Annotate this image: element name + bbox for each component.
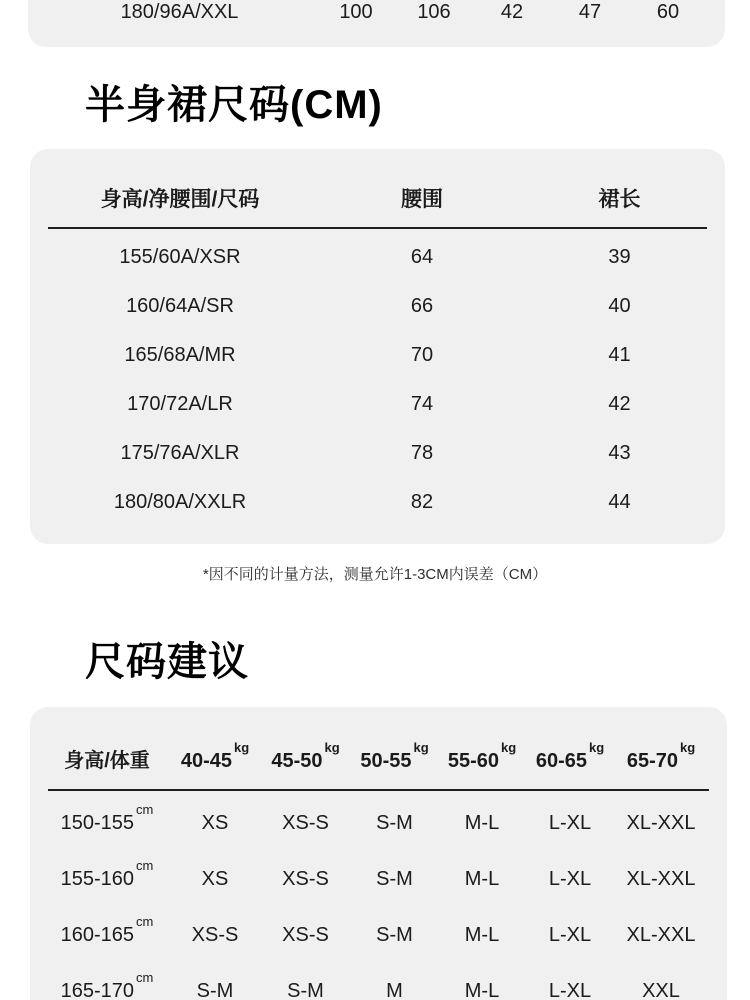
size-advice-title: 尺码建议 <box>85 640 249 684</box>
header-waist: 腰围 <box>401 188 443 211</box>
size-code-cell: 160/64A/SR <box>126 295 234 317</box>
waist-cell: 70 <box>410 344 434 366</box>
size-cell: L-XL <box>548 811 592 834</box>
size-cell: L-XL <box>548 867 592 890</box>
header-weight-range: $65-70^{kg}$ <box>626 740 696 772</box>
size-code-cell: 165/68A/MR <box>124 344 236 366</box>
header-weight-range: $55-60^{kg}$ <box>447 740 517 772</box>
cm-unit: cm <box>136 801 154 817</box>
header-weight-range: $50-55^{kg}$ <box>360 740 429 772</box>
table-header-row <box>30 149 725 227</box>
skirt-size-table <box>30 149 725 544</box>
measurement-cell: 100 <box>339 1 373 23</box>
size-cell: XS-S <box>282 923 329 946</box>
length-cell: 39 <box>608 246 631 268</box>
size-cell: XL-XXL <box>626 923 696 946</box>
table-body <box>30 791 727 1000</box>
header-weight-range: $60-65^{kg}$ <box>535 740 605 772</box>
size-code-cell: 155/60A/XSR <box>119 246 241 268</box>
size-code-cell: 170/72A/LR <box>127 393 233 415</box>
kg-unit: kg <box>588 740 605 756</box>
cm-unit: cm <box>136 913 154 929</box>
table-row <box>30 907 727 963</box>
table-header-row <box>30 707 727 789</box>
size-code-cell: 180/96A/XXL <box>120 1 239 23</box>
height-range-cell: $160-165^{cm}$ <box>60 913 154 946</box>
length-cell: 43 <box>608 442 631 464</box>
kg-unit: kg <box>679 740 696 756</box>
size-code-cell: 180/80A/XXLR <box>113 491 247 513</box>
measurement-tolerance-note: *因不同的计量方法，测量允许1-3CM内误差（CM） <box>202 566 548 583</box>
table-row <box>30 429 725 478</box>
header-weight-range: $45-50^{kg}$ <box>271 740 340 772</box>
table-row <box>30 478 725 527</box>
height-range-cell: $150-155^{cm}$ <box>60 801 154 834</box>
waist-cell: 64 <box>410 246 434 268</box>
cm-unit: cm <box>136 857 154 873</box>
size-advice-table <box>30 707 727 1000</box>
table-row <box>30 233 725 282</box>
size-cell: L-XL <box>548 979 592 1000</box>
table-row <box>30 282 725 331</box>
waist-cell: 66 <box>410 295 434 317</box>
waist-cell: 82 <box>410 491 434 513</box>
waist-cell: 74 <box>410 393 434 415</box>
length-cell: 42 <box>608 393 631 415</box>
header-skirt-length: 裙长 <box>598 188 641 211</box>
table-row <box>30 380 725 429</box>
cm-unit: cm <box>136 969 154 985</box>
height-range-cell: $155-160^{cm}$ <box>60 857 154 890</box>
size-cell: XS-S <box>191 923 239 946</box>
previous-size-table-partial <box>28 0 725 47</box>
size-cell: M <box>386 979 403 1000</box>
table-row <box>30 795 727 851</box>
table-row <box>30 851 727 907</box>
size-cell: XS <box>201 867 229 890</box>
size-cell: XS <box>201 811 229 834</box>
length-cell: 41 <box>608 344 631 366</box>
skirt-size-title: 半身裙尺码(CM) <box>85 83 383 127</box>
length-cell: 44 <box>608 491 631 513</box>
size-cell: S-M <box>376 867 413 890</box>
size-cell: XS-S <box>282 811 329 834</box>
size-cell: S-M <box>287 979 324 1000</box>
table-body <box>30 229 725 527</box>
size-cell: S-M <box>196 979 234 1000</box>
kg-unit: kg <box>500 740 517 756</box>
waist-cell: 78 <box>410 442 434 464</box>
length-cell: 40 <box>608 295 631 317</box>
size-cell: XS-S <box>282 867 329 890</box>
size-cell: M-L <box>464 811 500 834</box>
header-size: 身高/净腰围/尺码 <box>100 188 260 211</box>
size-cell: S-M <box>376 811 413 834</box>
height-range-cell: $165-170^{cm}$ <box>60 969 154 1000</box>
header-height-weight: 身高/体重 <box>64 750 150 772</box>
measurement-cell: 42 <box>500 1 524 23</box>
size-cell: L-XL <box>548 923 592 946</box>
measurement-cell: 47 <box>578 1 602 23</box>
header-weight-range: $40-45^{kg}$ <box>180 740 250 772</box>
table-row <box>28 0 725 25</box>
size-cell: XL-XXL <box>626 811 696 834</box>
size-code-cell: 175/76A/XLR <box>120 442 240 464</box>
kg-unit: kg <box>413 740 429 756</box>
size-cell: S-M <box>376 923 413 946</box>
measurement-cell: 106 <box>417 1 451 23</box>
size-cell: M-L <box>464 979 500 1000</box>
size-cell: XXL <box>642 979 680 1000</box>
size-cell: M-L <box>464 867 500 890</box>
table-row <box>30 331 725 380</box>
kg-unit: kg <box>233 740 250 756</box>
measurement-cell: 60 <box>656 1 680 23</box>
size-cell: XL-XXL <box>626 867 696 890</box>
size-cell: M-L <box>464 923 500 946</box>
table-row <box>30 963 727 1000</box>
kg-unit: kg <box>324 740 340 756</box>
